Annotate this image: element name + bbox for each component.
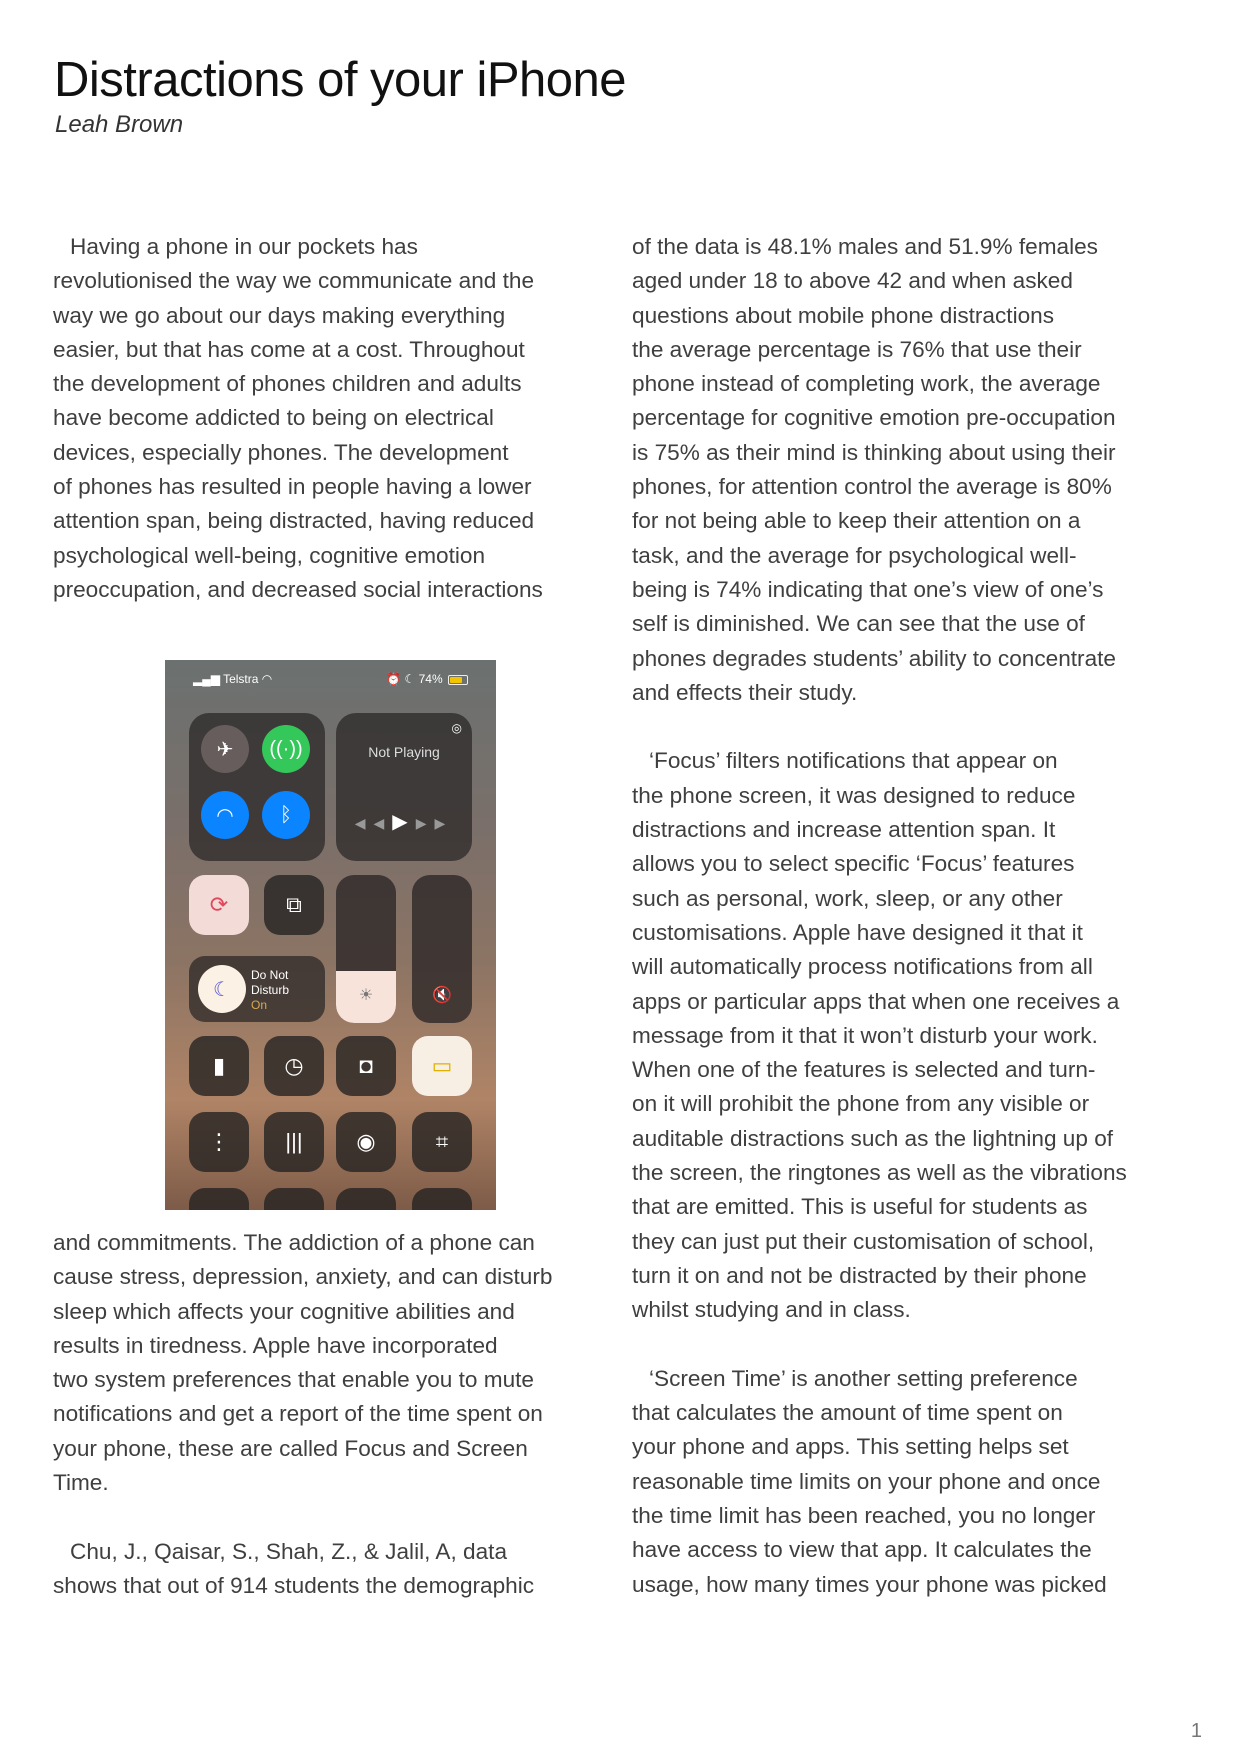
airplane-icon[interactable]: ✈ [201, 725, 249, 773]
text-line: being is 74% indicating that one’s view of one’s [632, 576, 1104, 602]
text-line: the average percentage is 76% that use their [632, 336, 1082, 362]
signal-icon: ▂▄▆ [193, 672, 220, 686]
battery-percent: 74% [418, 672, 443, 686]
text-line: they can just put their customisation of school, [632, 1228, 1095, 1254]
text-line: turn it on and not be distracted by their phone [632, 1262, 1087, 1288]
text-line: of phones has resulted in people having a lower [53, 474, 532, 500]
right-column [632, 230, 1192, 1602]
lock-rotation-icon[interactable]: ⟳ [189, 875, 249, 935]
control-center-screenshot [165, 660, 496, 1210]
text-line: aged under 18 to above 42 and when asked [632, 268, 1073, 294]
partial-control[interactable] [412, 1188, 472, 1210]
text-line: percentage for cognitive emotion pre-occupation [632, 405, 1116, 431]
carrier-label: ▂▄▆ Telstra ◠ [193, 672, 273, 686]
paragraph-focus [632, 744, 1192, 1327]
status-bar [165, 672, 496, 692]
screen-record-icon[interactable]: ◉ [336, 1112, 396, 1172]
dnd-label: Do Not Disturb On [251, 968, 290, 1012]
partial-control[interactable] [264, 1188, 324, 1210]
text-line: the screen, the ringtones as well as the vibrations [632, 1160, 1127, 1186]
page-number: 1 [1190, 1720, 1202, 1742]
text-line: easier, but that has come at a cost. Throughout [53, 336, 525, 362]
text-line: and commitments. The addiction of a phone can [53, 1230, 535, 1255]
text-line: shows that out of 914 students the demographic [53, 1572, 535, 1598]
text-line: reasonable time limits on your phone and once [632, 1468, 1101, 1494]
text-line: auditable distractions such as the lightning up of [632, 1125, 1114, 1151]
partial-control[interactable] [189, 1188, 249, 1210]
text-line: preoccupation, and decreased social interactions [53, 576, 543, 602]
now-playing-panel[interactable] [336, 713, 472, 861]
text-line: on it will prohibit the phone from any visible or [632, 1091, 1090, 1117]
text-line: have become addicted to being on electrical [53, 405, 494, 431]
author-name: Leah Brown [55, 111, 184, 138]
text-line: phone instead of completing work, the average [632, 371, 1101, 397]
low-power-battery-icon[interactable]: ▭ [412, 1036, 472, 1096]
remote-icon[interactable]: ⋮ [189, 1112, 249, 1172]
text-line: attention span, being distracted, having reduced [53, 508, 535, 534]
timer-icon[interactable]: ◷ [264, 1036, 324, 1096]
wifi-icon: ◠ [261, 672, 273, 686]
text-line: have access to view that app. It calculates the [632, 1537, 1092, 1563]
text-line: apps or particular apps that when one receives a [632, 988, 1120, 1014]
text-line: phones degrades students’ ability to concentrate [632, 645, 1116, 671]
text-line: distractions and increase attention span. It [632, 817, 1056, 843]
wifi-toggle-icon[interactable]: ◠ [201, 791, 249, 839]
do-not-disturb-toggle[interactable] [189, 956, 325, 1022]
paragraph-study-results [632, 230, 1192, 710]
moon-focus-icon: ☾ [198, 965, 246, 1013]
text-line: questions about mobile phone distractions [632, 302, 1055, 328]
text-line: task, and the average for psychological well- [632, 542, 1077, 568]
text-line: phones, for attention control the average is 80% [632, 474, 1112, 500]
text-line: message from it that it won’t disturb your work. [632, 1022, 1098, 1048]
sound-recognition-icon[interactable]: ||| [264, 1112, 324, 1172]
page-title: Distractions of your iPhone [54, 53, 627, 107]
text-line: that are emitted. This is useful for students as [632, 1194, 1088, 1220]
brightness-slider[interactable] [336, 875, 396, 1023]
cellular-icon[interactable]: ((·)) [262, 725, 310, 773]
text-line: whilst studying and in class. [632, 1297, 911, 1323]
status-right [386, 672, 468, 686]
text-line: the development of phones children and adults [53, 371, 522, 397]
bluetooth-icon[interactable]: ᛒ [262, 791, 310, 839]
text-line: two system preferences that enable you to mute [53, 1367, 534, 1393]
paragraph-study-citation [53, 1535, 613, 1604]
left-column-bottom [53, 1226, 613, 1603]
text-line: ‘Focus’ filters notifications that appear on [649, 748, 1058, 774]
camera-icon[interactable]: ◘ [336, 1036, 396, 1096]
partial-control[interactable] [336, 1188, 396, 1210]
left-column-top [53, 230, 613, 607]
text-line: and effects their study. [632, 679, 858, 705]
text-line: Having a phone in our pockets has [70, 234, 418, 259]
text-line: devices, especially phones. The development [53, 439, 509, 465]
text-line: results in tiredness. Apple have incorporated [53, 1332, 498, 1358]
text-line: will automatically process notifications from all [632, 954, 1093, 980]
text-line: When one of the features is selected and turn- [632, 1057, 1096, 1083]
alarm-icon: ⏰ [386, 672, 402, 686]
text-line: sleep which affects your cognitive abilities and [53, 1298, 515, 1324]
sun-icon: ☀ [358, 987, 374, 1004]
text-line: such as personal, work, sleep, or any other [632, 885, 1063, 911]
text-line: of the data is 48.1% males and 51.9% females [632, 234, 1098, 259]
rewind-icon[interactable]: ◀◀ [354, 815, 393, 831]
text-line: self is diminished. We can see that the use of [632, 611, 1085, 637]
paragraph-addiction [53, 1226, 613, 1500]
volume-slider[interactable] [412, 875, 472, 1023]
media-controls [336, 809, 472, 834]
airplay-icon[interactable]: ◎ [451, 721, 462, 735]
text-line: customisations. Apple have designed it that it [632, 919, 1083, 945]
flashlight-icon[interactable]: ▮ [189, 1036, 249, 1096]
text-line: is 75% as their mind is thinking about using their [632, 439, 1116, 465]
forward-icon[interactable]: ▶▶ [415, 815, 454, 831]
paragraph-screen-time [632, 1362, 1192, 1602]
text-line: ‘Screen Time’ is another setting preference [649, 1365, 1078, 1391]
text-line: cause stress, depression, anxiety, and can disturb [53, 1264, 553, 1290]
battery-icon [448, 675, 468, 685]
paragraph-intro [53, 230, 613, 607]
screen-mirroring-icon[interactable]: ⧉ [264, 875, 324, 935]
text-line: way we go about our days making everything [53, 302, 506, 328]
text-line: usage, how many times your phone was picked [632, 1571, 1107, 1597]
mute-icon: 🔇 [432, 987, 452, 1004]
text-line: notifications and get a report of the time spent on [53, 1401, 543, 1427]
text-line: for not being able to keep their attention on a [632, 508, 1081, 534]
text-line: that calculates the amount of time spent on [632, 1400, 1063, 1426]
qr-scanner-icon[interactable]: ⌗ [412, 1112, 472, 1172]
text-line: your phone and apps. This setting helps set [632, 1434, 1069, 1460]
text-line: your phone, these are called Focus and Screen [53, 1435, 528, 1461]
text-line: revolutionised the way we communicate and the [53, 268, 535, 294]
text-line: Time. [53, 1470, 109, 1496]
play-icon[interactable]: ▶ [392, 811, 416, 833]
now-playing-label: Not Playing [368, 744, 440, 760]
text-line: the phone screen, it was designed to reduce [632, 782, 1076, 808]
text-line: the time limit has been reached, you no longer [632, 1502, 1096, 1528]
moon-icon: ☾ [404, 672, 416, 686]
connectivity-panel[interactable] [189, 713, 325, 861]
text-line: psychological well-being, cognitive emotion [53, 542, 486, 568]
text-line: Chu, J., Qaisar, S., Shah, Z., & Jalil, A, data [70, 1538, 508, 1564]
text-line: allows you to select specific ‘Focus’ features [632, 851, 1075, 877]
